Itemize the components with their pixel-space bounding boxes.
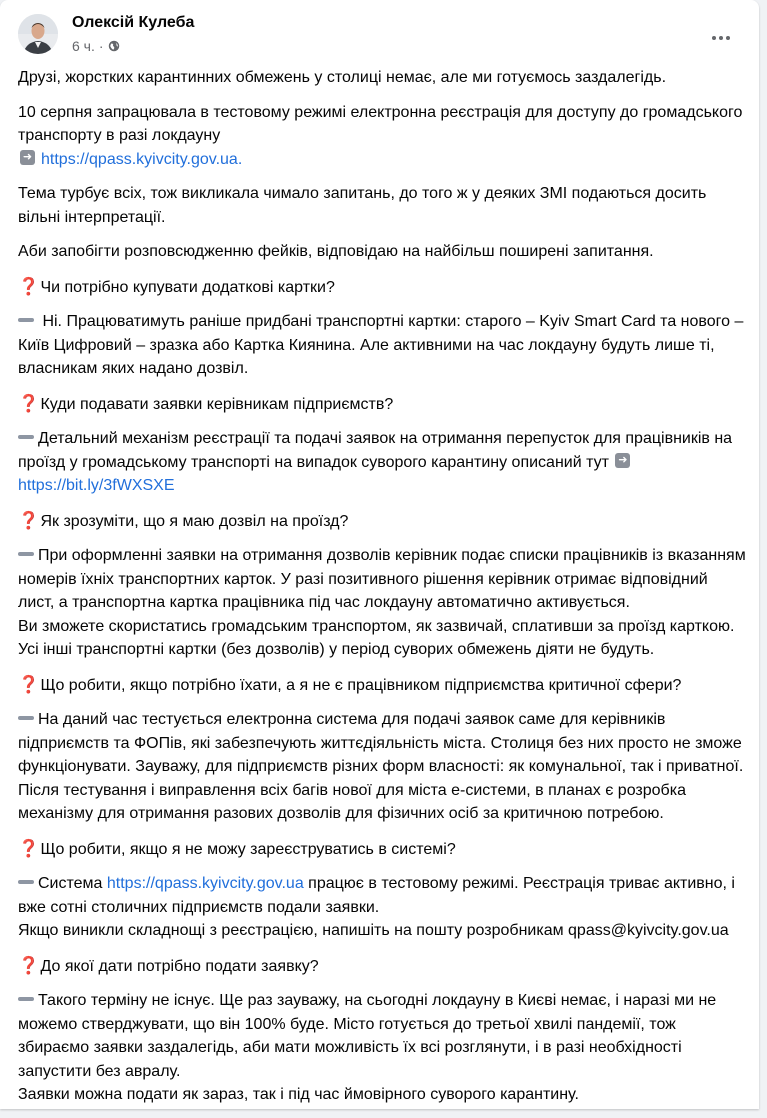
question-mark-icon: ❓ xyxy=(18,838,40,858)
more-options-button[interactable] xyxy=(703,20,739,56)
question-1: ❓ Чи потрібно купувати додаткові картки? xyxy=(18,275,748,300)
qpass-link[interactable]: https://qpass.kyivcity.gov.ua. xyxy=(41,150,243,168)
paragraph-faq-intro: Аби запобігти розповсюдженню фейків, відповідаю на найбільш поширені запитання. xyxy=(18,243,654,260)
question-mark-icon: ❓ xyxy=(18,276,40,296)
question-3: ❓ Як зрозуміти, що я маю дозвіл на проїзд? xyxy=(18,509,748,534)
paragraph-topic: Тема турбує всіх, тож викликала чимало запитань, до того ж у деяких ЗМІ подаються досить вільні інтерпретації. xyxy=(18,185,707,226)
question-mark-icon: ❓ xyxy=(18,393,40,413)
dot-icon xyxy=(726,36,730,40)
post-meta xyxy=(72,38,120,54)
post-header xyxy=(16,12,743,56)
post-body xyxy=(18,66,748,1118)
question-mark-icon: ❓ xyxy=(18,955,40,975)
paragraph-intro: Друзі, жорстких карантинних обмежень у столиці немає, але ми готуємось заздалегідь. xyxy=(18,69,667,86)
dot-icon xyxy=(719,36,723,40)
arrow-right-icon: ➜ xyxy=(20,150,35,165)
author-name[interactable]: Олексій Кулеба xyxy=(72,14,195,31)
avatar[interactable] xyxy=(18,14,58,54)
post-timestamp[interactable]: 6 ч. xyxy=(72,38,95,54)
answer-2: Детальний механізм реєстрації та подачі заявок на отримання перепусток для працівників на проїзд у громадському транспорті на випадок суворого карантину описаний тут ➜ https://bit.ly/3fWXSXE xyxy=(18,430,733,494)
answer-4: На даний час тестується електронна система для подачі заявок саме для керівників підприємств та ФОПів, які забезпечують життєдіяльність міста. Столиця без них просто не зможе функціонувати. Зауважу, для підприємств різних форм власності: як комунальної, так і приватної. Після тестування і виправлення всіх багів нової для міста е-системи, в планах є розробка механізму для отримання разових дозволів для фізичних осіб за критичною потребою. xyxy=(18,711,744,822)
dot-icon xyxy=(712,36,716,40)
answer-6: Такого терміну не існує. Ще раз зауважу, на сьогодні локдауну в Києві немає, і наразі ми не можемо стверджувати, що він 100% буде. Місто готується до третьої хвилі пандемії, тож збираємо заявки заздалегідь, аби мати можливість їх всі розглянути, і в разі необхідності запустити без авралу. Заявки можна подати як зараз, так і під час ймовірного суворого карантину. xyxy=(18,992,717,1103)
question-2: ❓ Куди подавати заявки керівникам підприємств? xyxy=(18,392,748,417)
dash-icon xyxy=(18,435,34,439)
question-6: ❓ До якої дати потрібно подати заявку? xyxy=(18,954,748,979)
paragraph-registration: 10 серпня запрацювала в тестовому режимі електронна реєстрація для доступу до громадського транспорту в разі локдауну ➜ https://qpass.kyivcity.gov.ua. xyxy=(18,103,743,168)
arrow-right-icon: ➜ xyxy=(615,453,630,468)
dash-icon xyxy=(18,552,34,556)
dash-icon xyxy=(18,318,34,322)
dash-icon xyxy=(18,880,34,884)
dash-icon xyxy=(18,997,34,1001)
question-4: ❓ Що робити, якщо потрібно їхати, а я не є працівником підприємства критичної сфери? xyxy=(18,673,748,698)
question-mark-icon: ❓ xyxy=(18,510,40,530)
answer-5: Система https://qpass.kyivcity.gov.ua працює в тестовому режимі. Реєстрація триває активно, і вже сотні столичних підприємств подали заявки. Якщо виникли складнощі з реєстрацією, напишіть на пошту розробникам qpass@kyivcity.gov.ua xyxy=(18,875,735,939)
bitly-link[interactable]: https://bit.ly/3fWXSXE xyxy=(18,477,175,494)
globe-icon[interactable] xyxy=(108,40,120,52)
question-5: ❓ Що робити, якщо я не можу зареєструватись в системі? xyxy=(18,837,748,862)
qpass-link-2[interactable]: https://qpass.kyivcity.gov.ua xyxy=(106,875,304,892)
question-mark-icon: ❓ xyxy=(18,674,40,694)
avatar-photo xyxy=(18,14,58,54)
answer-1: Ні. Працюватимуть раніше придбані транспортні картки: старого – Kyiv Smart Card та нового – Київ Цифровий – зразка або Картка Киянина. Але активними на час локдауну будуть лише ті, власникам яких надано дозвіл. xyxy=(18,313,744,377)
answer-3: При оформленні заявки на отримання дозволів керівник подає списки працівників із вказанням номерів їхніх транспортних карток. У разі позитивного рішення керівник отримає відповідний лист, а транспортна картка працівника під час локдауну автоматично активується. Ви зможете скористатись громадським транспортом, як зазвичай, сплативши за проїзд карткою. Усі інші транспортні картки (без дозволів) у період суворих обмежень діяти не будуть. xyxy=(18,547,746,658)
meta-separator: · xyxy=(98,38,104,54)
dash-icon xyxy=(18,716,34,720)
